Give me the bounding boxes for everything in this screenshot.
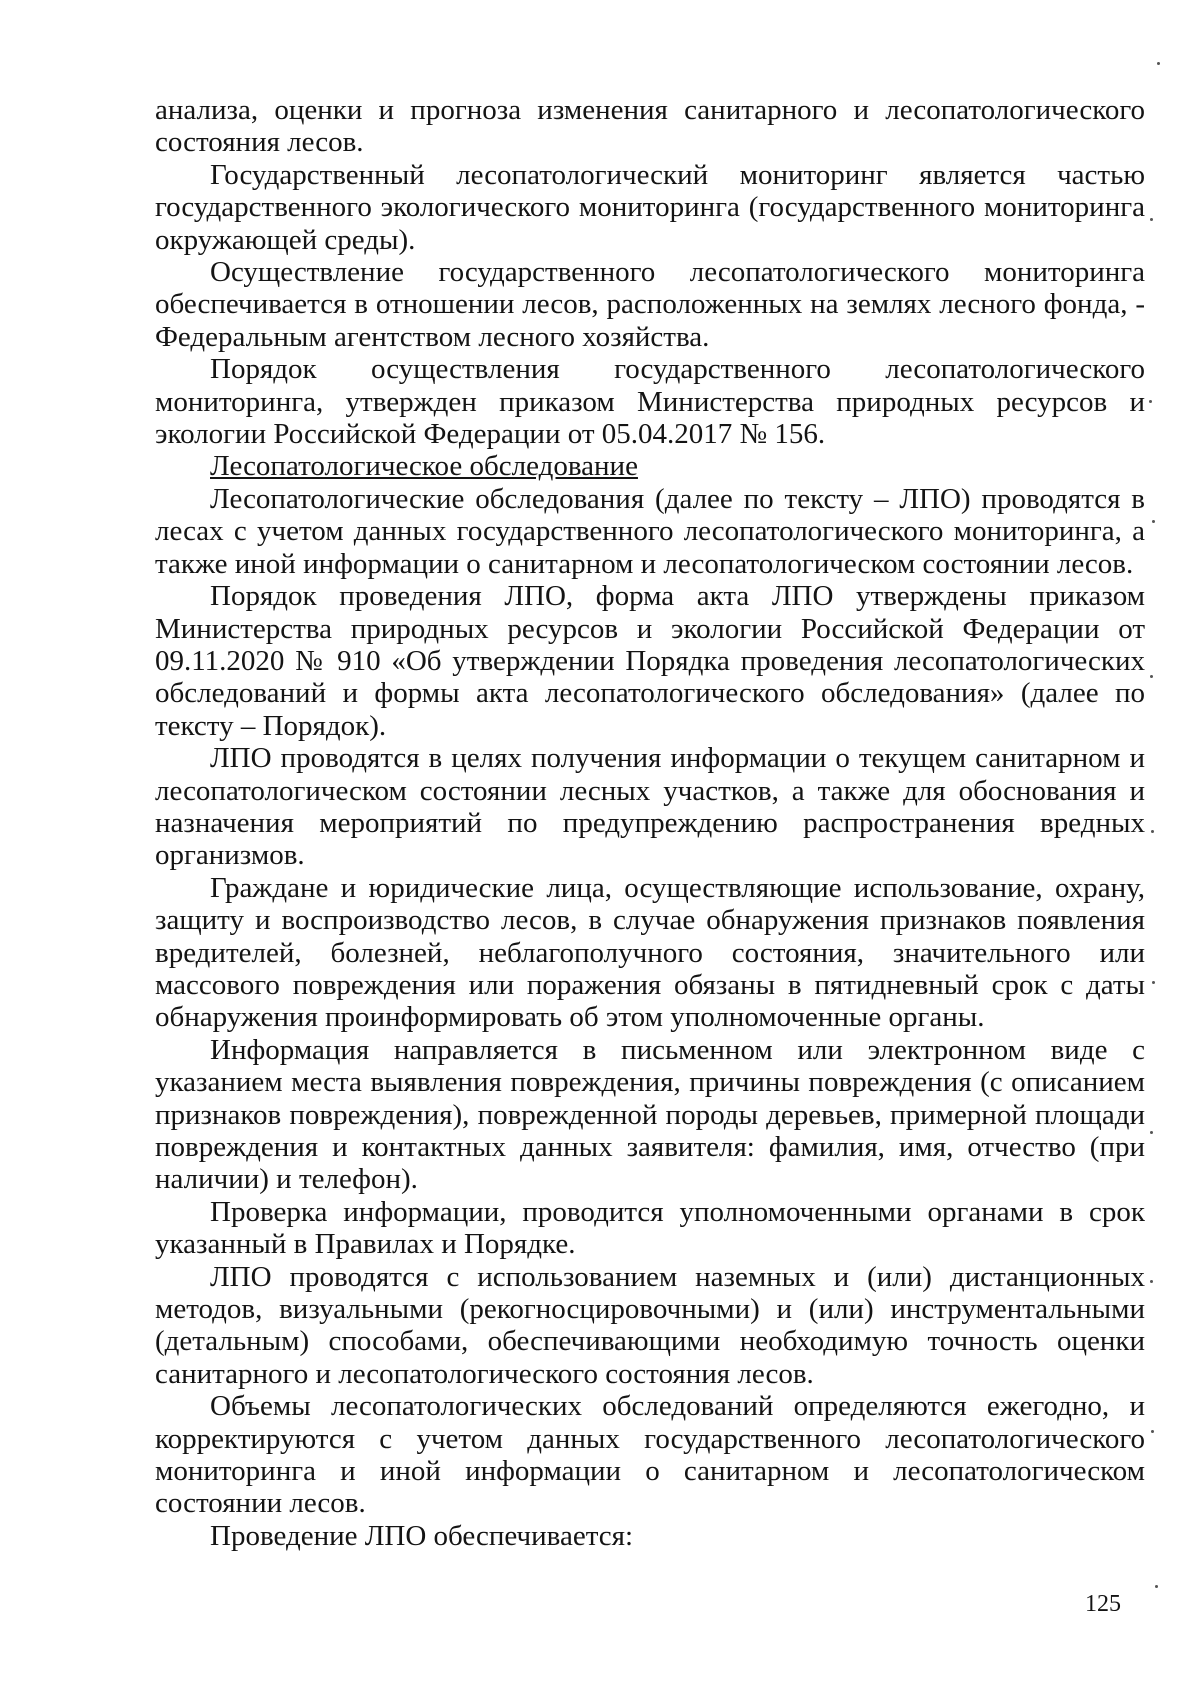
paragraph-lpo-volumes: Объемы лесопатологических обследований определяются ежегодно, и корректируются с учетом данных государственного лесопатологического мониторинга и иной информации о санитарном и лесопатологическом состоянии лесов. — [155, 1390, 1145, 1520]
paragraph-information-check: Проверка информации, проводится уполномоченными органами в срок указанный в Правилах и Порядке. — [155, 1195, 1145, 1261]
document-body — [155, 94, 1145, 1552]
paragraph-lpo-order: Порядок проведения ЛПО, форма акта ЛПО утверждены приказом Министерства природных ресурсов и экологии Российской Федерации от 09.11.2020 № 910 «Об утверждении Порядка проведения лесопатологических обследований и формы акта лесопатологического обследования» (далее по тексту – Порядок). — [155, 580, 1145, 742]
scan-mark — [1150, 1280, 1153, 1283]
paragraph-continuation: анализа, оценки и прогноза изменения санитарного и лесопатологического состояния лесов. — [155, 94, 1145, 159]
section-heading: Лесопатологическое обследование — [210, 450, 638, 483]
page-number: 125 — [1085, 1591, 1121, 1617]
scan-mark — [1150, 675, 1153, 678]
paragraph-lpo-definition: Лесопатологические обследования (далее по тексту – ЛПО) проводятся в лесах с учетом данных государственного лесопатологического мониторинга, а также иной информации о санитарном и лесопатологическом состоянии лесов. — [155, 482, 1145, 580]
scan-mark — [1149, 400, 1152, 403]
paragraph-citizens-duty: Граждане и юридические лица, осуществляющие использование, охрану, защиту и воспроизводство лесов, в случае обнаружения признаков появления вредителей, болезней, неблагополучного состояния, значительного или массового повреждения или поражения обязаны в пятидневный срок с даты обнаружения проинформировать об этом уполномоченные органы. — [155, 871, 1145, 1034]
paragraph-monitoring-authority: Осуществление государственного лесопатологического мониторинга обеспечивается в отношении лесов, расположенных на землях лесного фонда, - Федеральным агентством лесного хозяйства. — [155, 256, 1145, 353]
paragraph-monitoring-order: Порядок осуществления государственного лесопатологического мониторинга, утвержден приказом Министерства природных ресурсов и экологии Российской Федерации от 05.04.2017 № 156. — [155, 353, 1145, 451]
paragraph-information-submission: Информация направляется в письменном или электронном виде с указанием места выявления повреждения, причины повреждения (с описанием признаков повреждения), поврежденной породы деревьев, примерной площади повреждения и контактных данных заявителя: фамилия, имя, отчество (при наличии) и телефон). — [155, 1033, 1145, 1196]
paragraph-monitoring-definition: Государственный лесопатологический мониторинг является частью государственного экологического мониторинга (государственного мониторинга окружающей среды). — [155, 158, 1145, 256]
paragraph-lpo-purpose: ЛПО проводятся в целях получения информации о текущем санитарном и лесопатологическом состоянии лесных участков, а также для обоснования и назначения мероприятий по предупреждению распространения вредных организмов. — [155, 742, 1145, 872]
paragraph-lpo-methods: ЛПО проводятся с использованием наземных и (или) дистанционных методов, визуальными (рекогносцировочными) и (или) инструментальными (детальным) способами, обеспечивающими необходимую точность оценки санитарного и лесопатологического состояния лесов. — [155, 1260, 1145, 1390]
scan-mark — [1151, 830, 1154, 833]
scan-mark — [1152, 981, 1155, 984]
scan-mark — [1157, 62, 1160, 65]
scan-mark — [1150, 218, 1153, 221]
scan-mark — [1155, 1585, 1158, 1588]
scan-mark — [1150, 1131, 1153, 1134]
paragraph-lpo-provision: Проведение ЛПО обеспечивается: — [210, 1519, 634, 1552]
scan-mark — [1151, 1430, 1154, 1433]
scan-mark — [1152, 520, 1155, 523]
